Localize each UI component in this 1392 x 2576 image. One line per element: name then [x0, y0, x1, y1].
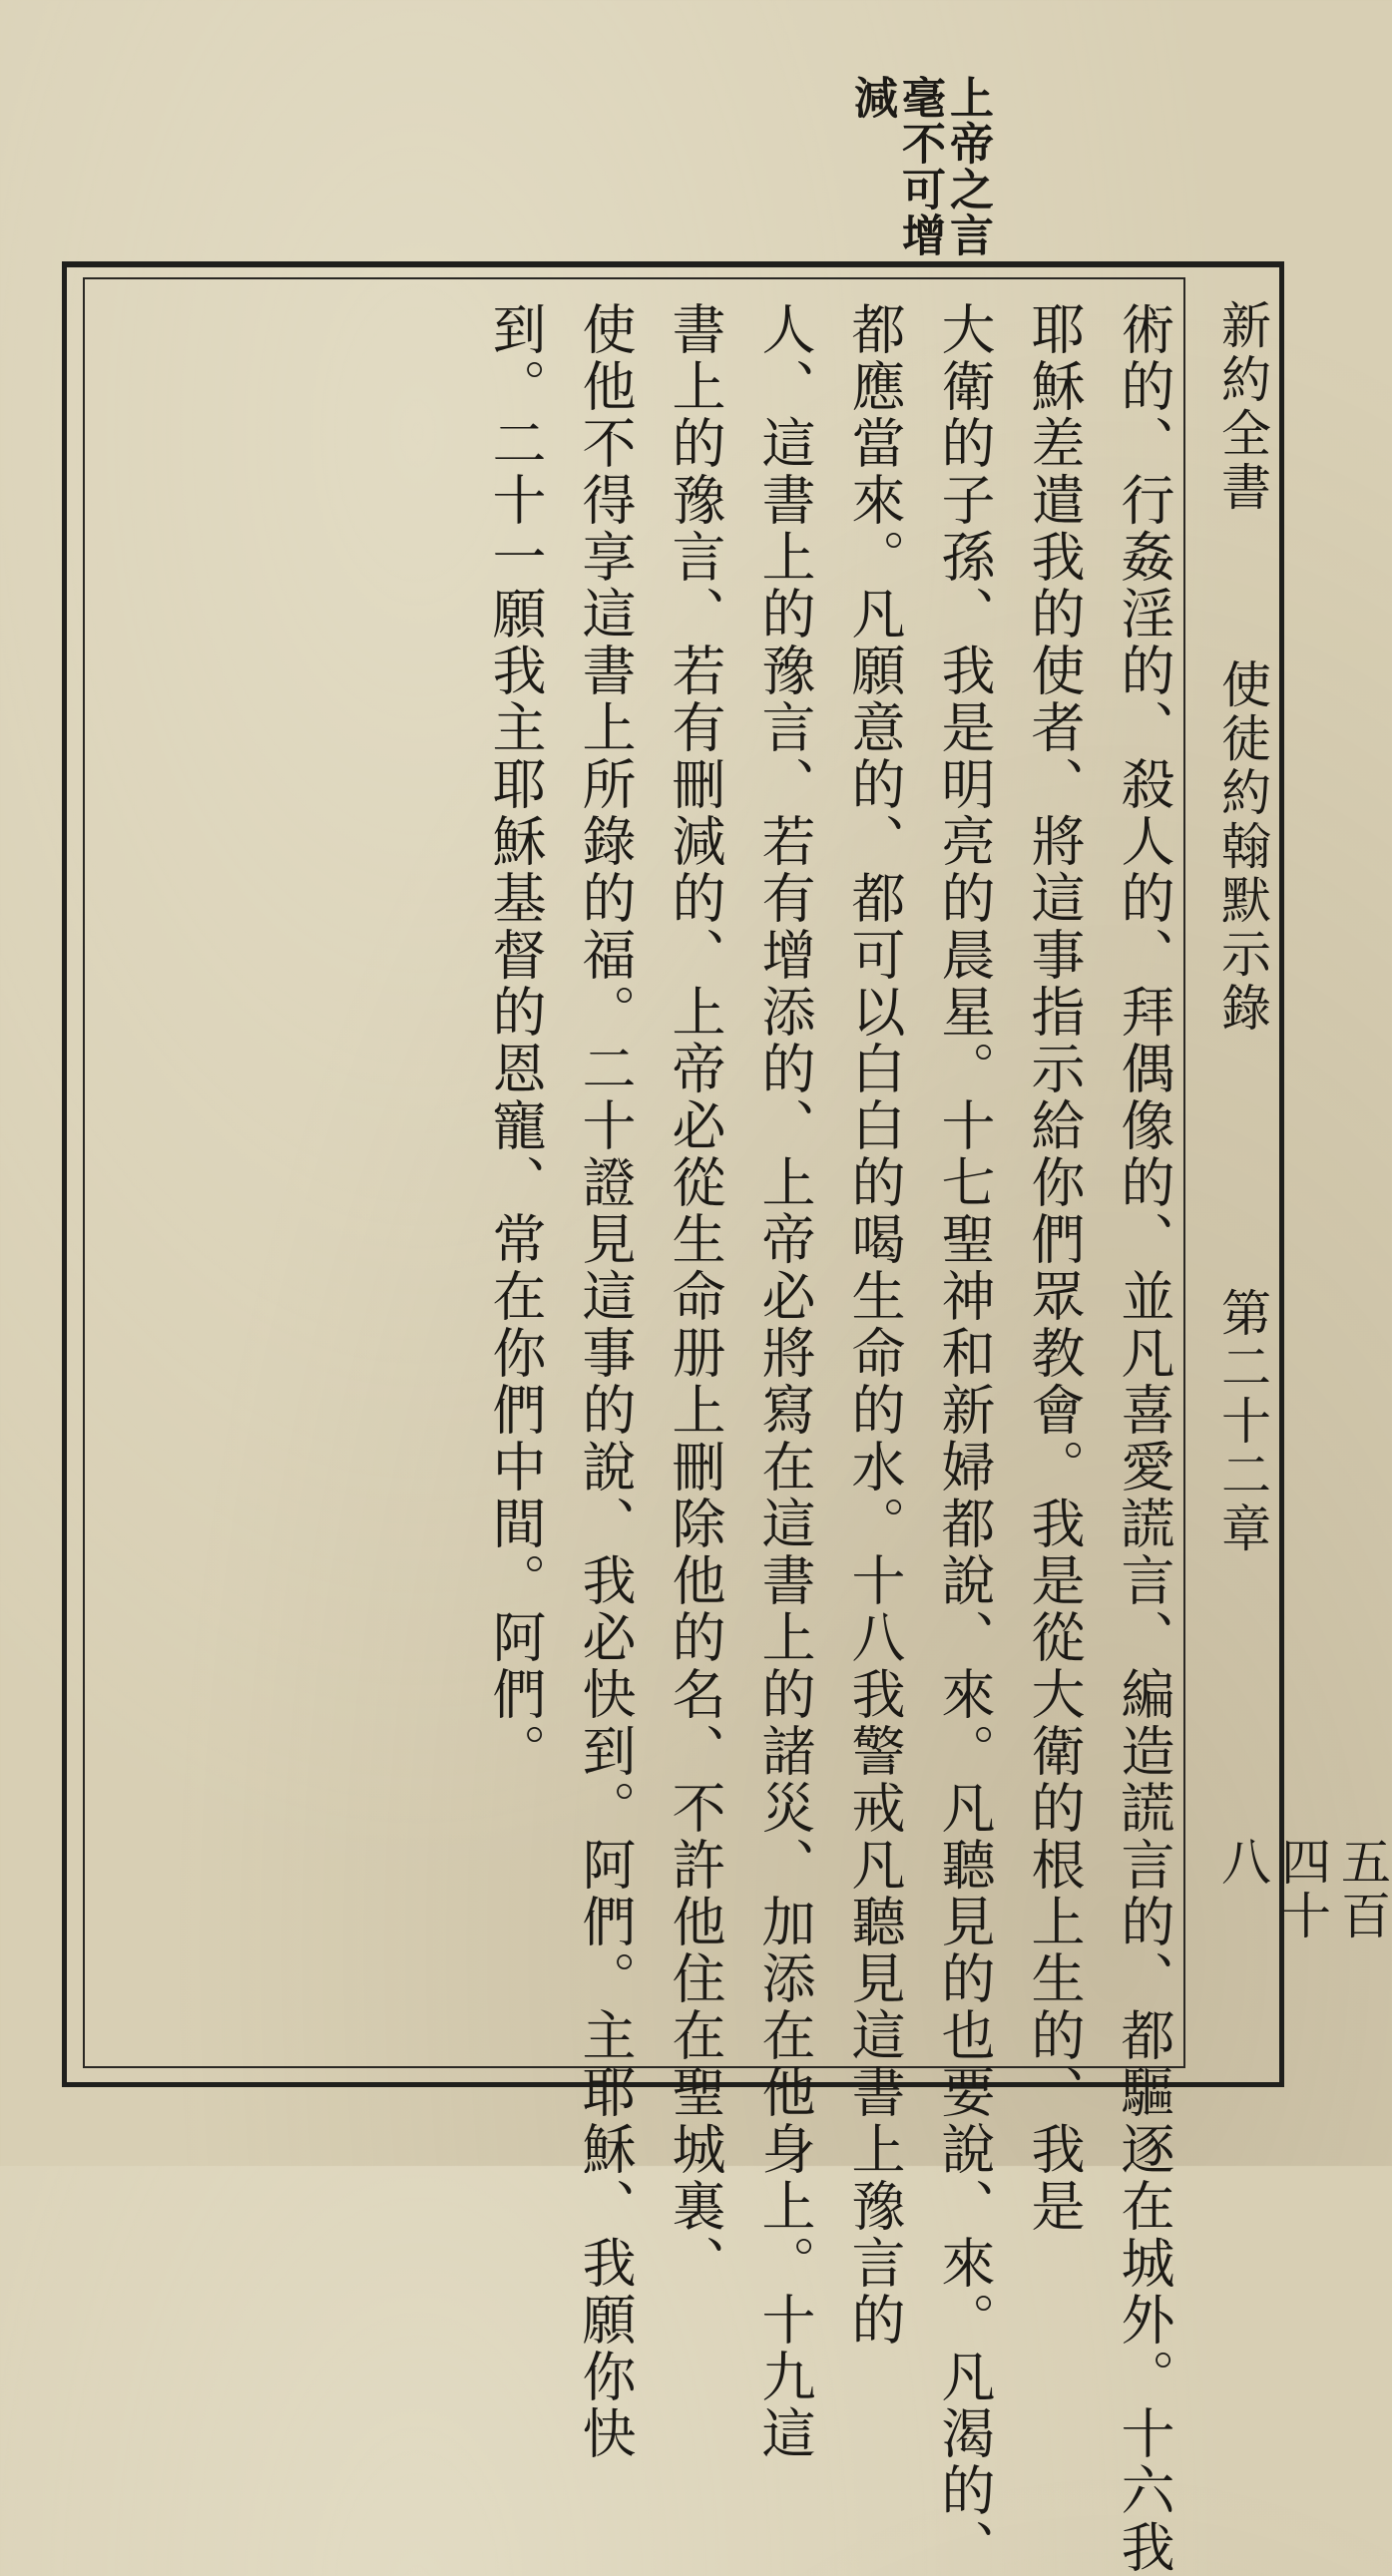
text-line: 書上的豫言、若有刪減的、上帝必從生命册上刪除他的名、不許他住在聖城裏、 [664, 301, 726, 2292]
book-title: 新約全書 [1213, 299, 1271, 515]
text-line: 使他不得享這書上所錄的福。二十證見這事的說、我必快到。阿們。主耶穌、我願你快 [574, 301, 637, 2462]
body-text [105, 301, 1187, 2576]
margin-note-line-2: 毫不可增 [894, 75, 945, 258]
text-line: 都應當來。凡願意的、都可以白白的喝生命的水。十八我警戒凡聽見這書上豫言的 [843, 301, 906, 2349]
margin-note-line-3: 減 [846, 75, 897, 121]
chapter-label: 第二十二章 [1213, 1287, 1271, 1556]
margin-note [846, 75, 993, 264]
text-line: 大衛的子孫、我是明亮的晨星。十七聖神和新婦都說、來。凡聽見的也要說、來。凡渴的、 [933, 301, 996, 2576]
text-line: 耶穌差遣我的使者、將這事指示給你們眾教會。我是從大衛的根上生的、我是 [1023, 301, 1086, 2235]
running-header [1212, 299, 1391, 1955]
margin-note-line-1: 上帝之言 [942, 75, 993, 258]
page-number: 五百四十八 [1213, 1836, 1391, 1943]
text-line: 術的、行姦淫的、殺人的、拜偶像的、並凡喜愛謊言、編造謊言的、都驅逐在城外。十六我 [1113, 301, 1175, 2576]
section-title: 使徒約翰默示錄 [1213, 658, 1271, 1036]
text-line: 人、這書上的豫言、若有增添的、上帝必將寫在這書上的諸災、加添在他身上。十九這 [753, 301, 816, 2462]
text-line: 到。二十一願我主耶穌基督的恩寵、常在你們中間。阿們。 [484, 301, 547, 1780]
